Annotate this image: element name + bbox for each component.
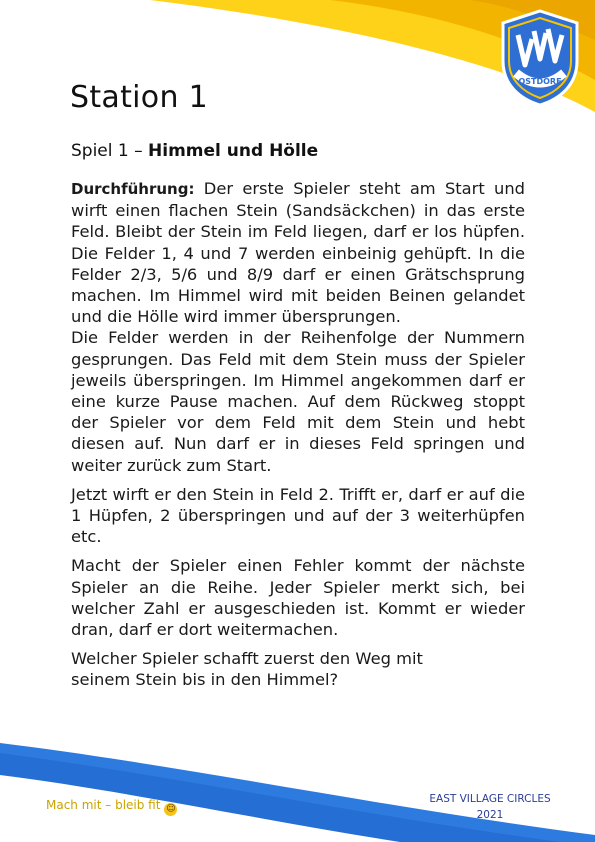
slogan-text: Mach mit – bleib fit [46, 798, 161, 812]
game-number-label: Spiel 1 – [71, 141, 149, 161]
club-logo [500, 9, 580, 107]
instructions-paragraph-3: Jetzt wirft er den Stein in Feld 2. Trifft er, darf er auf die 1 Hüpfen, 2 überspringen und auf der 3 weiterhüpfen etc. [71, 484, 525, 547]
instructions-body [71, 178, 525, 691]
smiley-icon: ☺ [166, 804, 176, 814]
instructions-paragraph-2: Die Felder werden in der Reihenfolge der Nummern gesprungen. Das Feld mit dem Stein muss der Spieler jeweils überspringen. Im Himmel angekommen darf er eine kurze Pause machen. Auf dem Rückweg stoppt der Spieler vor dem Feld mit dem Stein und hebt diesen auf. Nun darf er in dieses Feld springen und weiter zurück zum Start. [71, 328, 525, 475]
procedure-text: Der erste Spieler steht am Start und wirft einen flachen Stein (Sandsäckchen) in das erste Feld. Bleibt der Stein im Feld liegen, darf er los hüpfen. Die Felder 1, 4 und 7 werden einbeinig gehüpft. In die Felder 2/3, 5/6 und 8/9 darf er einen Grätschsprung machen. Im Himmel wird mit beiden Beinen gelandet und die Hölle wird immer übersprungen. [71, 179, 525, 327]
svg-text:OSTDORF: OSTDORF [518, 77, 562, 86]
footer-year: 2021 [476, 809, 504, 821]
game-subtitle [71, 141, 318, 161]
procedure-label: Durchführung: [71, 180, 195, 198]
organization-name: EAST VILLAGE CIRCLES [429, 793, 551, 805]
instructions-paragraph-4: Macht der Spieler einen Fehler kommt der nächste Spieler an die Reihe. Jeder Spieler merkt sich, bei welcher Zahl er ausgeschieden ist. Kommt er wieder dran, darf er dort weitermachen. [71, 556, 525, 640]
instructions-paragraph-5: Welcher Spieler schafft zuerst den Weg mit seinem Stein bis in den Himmel? [71, 649, 423, 690]
instructions-paragraph-1 [71, 178, 525, 327]
footer-organization [410, 791, 570, 823]
footer-slogan [46, 798, 177, 816]
bottom-swoosh-decoration [0, 735, 595, 842]
game-name: Himmel und Hölle [148, 141, 319, 161]
page-title: Station 1 [70, 80, 208, 115]
